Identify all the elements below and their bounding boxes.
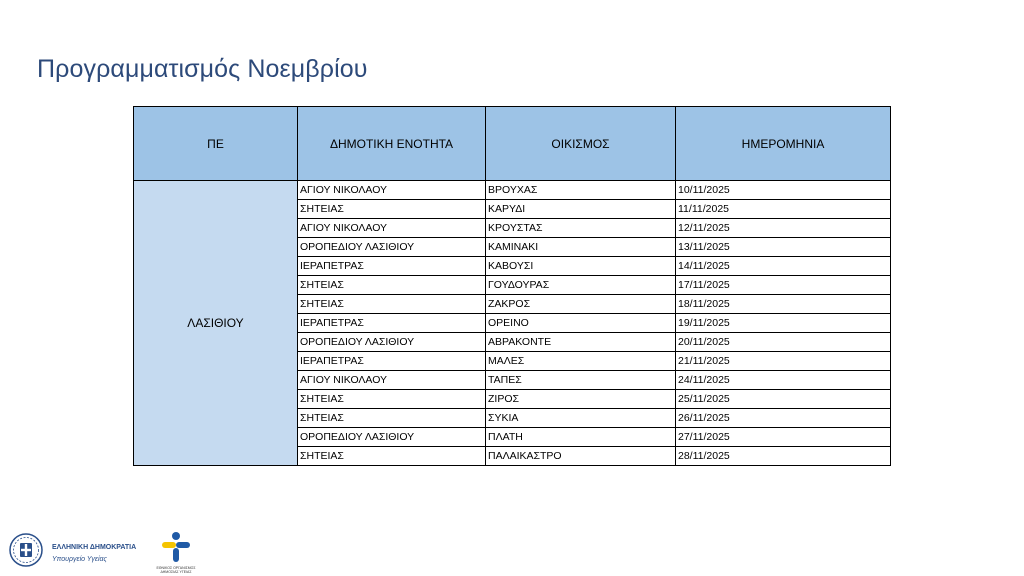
settlement-cell: ΠΛΑΤΗ — [486, 428, 676, 447]
date-cell: 17/11/2025 — [676, 276, 891, 295]
municipality-cell: ΟΡΟΠΕΔΙΟΥ ΛΑΣΙΘΙΟΥ — [298, 238, 486, 257]
table-body — [134, 181, 891, 466]
settlement-cell: ΒΡΟΥΧΑΣ — [486, 181, 676, 200]
date-cell: 14/11/2025 — [676, 257, 891, 276]
municipality-cell: ΣΗΤΕΙΑΣ — [298, 276, 486, 295]
column-header-municipality: ΔΗΜΟΤΙΚΗ ΕΝΟΤΗΤΑ — [298, 107, 486, 181]
date-cell: 10/11/2025 — [676, 181, 891, 200]
settlement-cell: ΓΟΥΔΟΥΡΑΣ — [486, 276, 676, 295]
date-cell: 27/11/2025 — [676, 428, 891, 447]
government-name: ΕΛΛΗΝΙΚΗ ΔΗΜΟΚΡΑΤΙΑ — [52, 544, 137, 551]
table-row — [134, 181, 891, 200]
date-cell: 12/11/2025 — [676, 219, 891, 238]
municipality-cell: ΣΗΤΕΙΑΣ — [298, 200, 486, 219]
eody-caption: ΕΘΝΙΚΟΣ ΟΡΓΑΝΙΣΜΟΣ ΔΗΜΟΣΙΑΣ ΥΓΕΙΑΣ — [156, 566, 196, 574]
date-cell: 13/11/2025 — [676, 238, 891, 257]
settlement-cell: ΑΒΡΑΚΟΝΤΕ — [486, 333, 676, 352]
column-header-date: ΗΜΕΡΟΜΗΝΙΑ — [676, 107, 891, 181]
settlement-cell: ΤΑΠΕΣ — [486, 371, 676, 390]
date-cell: 24/11/2025 — [676, 371, 891, 390]
government-label — [52, 542, 136, 566]
settlement-cell: ΖΙΡΟΣ — [486, 390, 676, 409]
pe-cell: ΛΑΣΙΘΙΟΥ — [134, 181, 298, 466]
column-header-pe: ΠΕ — [134, 107, 298, 181]
date-cell: 20/11/2025 — [676, 333, 891, 352]
municipality-cell: ΣΗΤΕΙΑΣ — [298, 447, 486, 466]
municipality-cell: ΑΓΙΟΥ ΝΙΚΟΛΑΟΥ — [298, 219, 486, 238]
date-cell: 26/11/2025 — [676, 409, 891, 428]
settlement-cell: ΚΑΒΟΥΣΙ — [486, 257, 676, 276]
table-header-row — [134, 107, 891, 181]
date-cell: 28/11/2025 — [676, 447, 891, 466]
date-cell: 25/11/2025 — [676, 390, 891, 409]
settlement-cell: ΚΑΡΥΔΙ — [486, 200, 676, 219]
schedule-table — [133, 106, 891, 466]
municipality-cell: ΑΓΙΟΥ ΝΙΚΟΛΑΟΥ — [298, 371, 486, 390]
greek-coat-of-arms-icon — [8, 532, 44, 568]
settlement-cell: ΟΡΕΙΝΟ — [486, 314, 676, 333]
date-cell: 18/11/2025 — [676, 295, 891, 314]
eody-cross-logo-icon — [156, 530, 196, 566]
municipality-cell: ΙΕΡΑΠΕΤΡΑΣ — [298, 352, 486, 371]
column-header-settlement: ΟΙΚΙΣΜΟΣ — [486, 107, 676, 181]
municipality-cell: ΙΕΡΑΠΕΤΡΑΣ — [298, 314, 486, 333]
page-title: Προγραμματισμός Νοεμβρίου — [37, 54, 368, 83]
eody-logo — [156, 530, 196, 574]
settlement-cell: ΚΡΟΥΣΤΑΣ — [486, 219, 676, 238]
municipality-cell: ΟΡΟΠΕΔΙΟΥ ΛΑΣΙΘΙΟΥ — [298, 428, 486, 447]
date-cell: 21/11/2025 — [676, 352, 891, 371]
settlement-cell: ΠΑΛΑΙΚΑΣΤΡΟ — [486, 447, 676, 466]
municipality-cell: ΣΗΤΕΙΑΣ — [298, 295, 486, 314]
municipality-cell: ΙΕΡΑΠΕΤΡΑΣ — [298, 257, 486, 276]
municipality-cell: ΟΡΟΠΕΔΙΟΥ ΛΑΣΙΘΙΟΥ — [298, 333, 486, 352]
municipality-cell: ΑΓΙΟΥ ΝΙΚΟΛΑΟΥ — [298, 181, 486, 200]
settlement-cell: ΣΥΚΙΑ — [486, 409, 676, 428]
ministry-name: Υπουργείο Υγείας — [52, 556, 107, 563]
settlement-cell: ΚΑΜΙΝΑΚΙ — [486, 238, 676, 257]
municipality-cell: ΣΗΤΕΙΑΣ — [298, 409, 486, 428]
date-cell: 19/11/2025 — [676, 314, 891, 333]
settlement-cell: ΜΑΛΕΣ — [486, 352, 676, 371]
municipality-cell: ΣΗΤΕΙΑΣ — [298, 390, 486, 409]
date-cell: 11/11/2025 — [676, 200, 891, 219]
settlement-cell: ΖΑΚΡΟΣ — [486, 295, 676, 314]
